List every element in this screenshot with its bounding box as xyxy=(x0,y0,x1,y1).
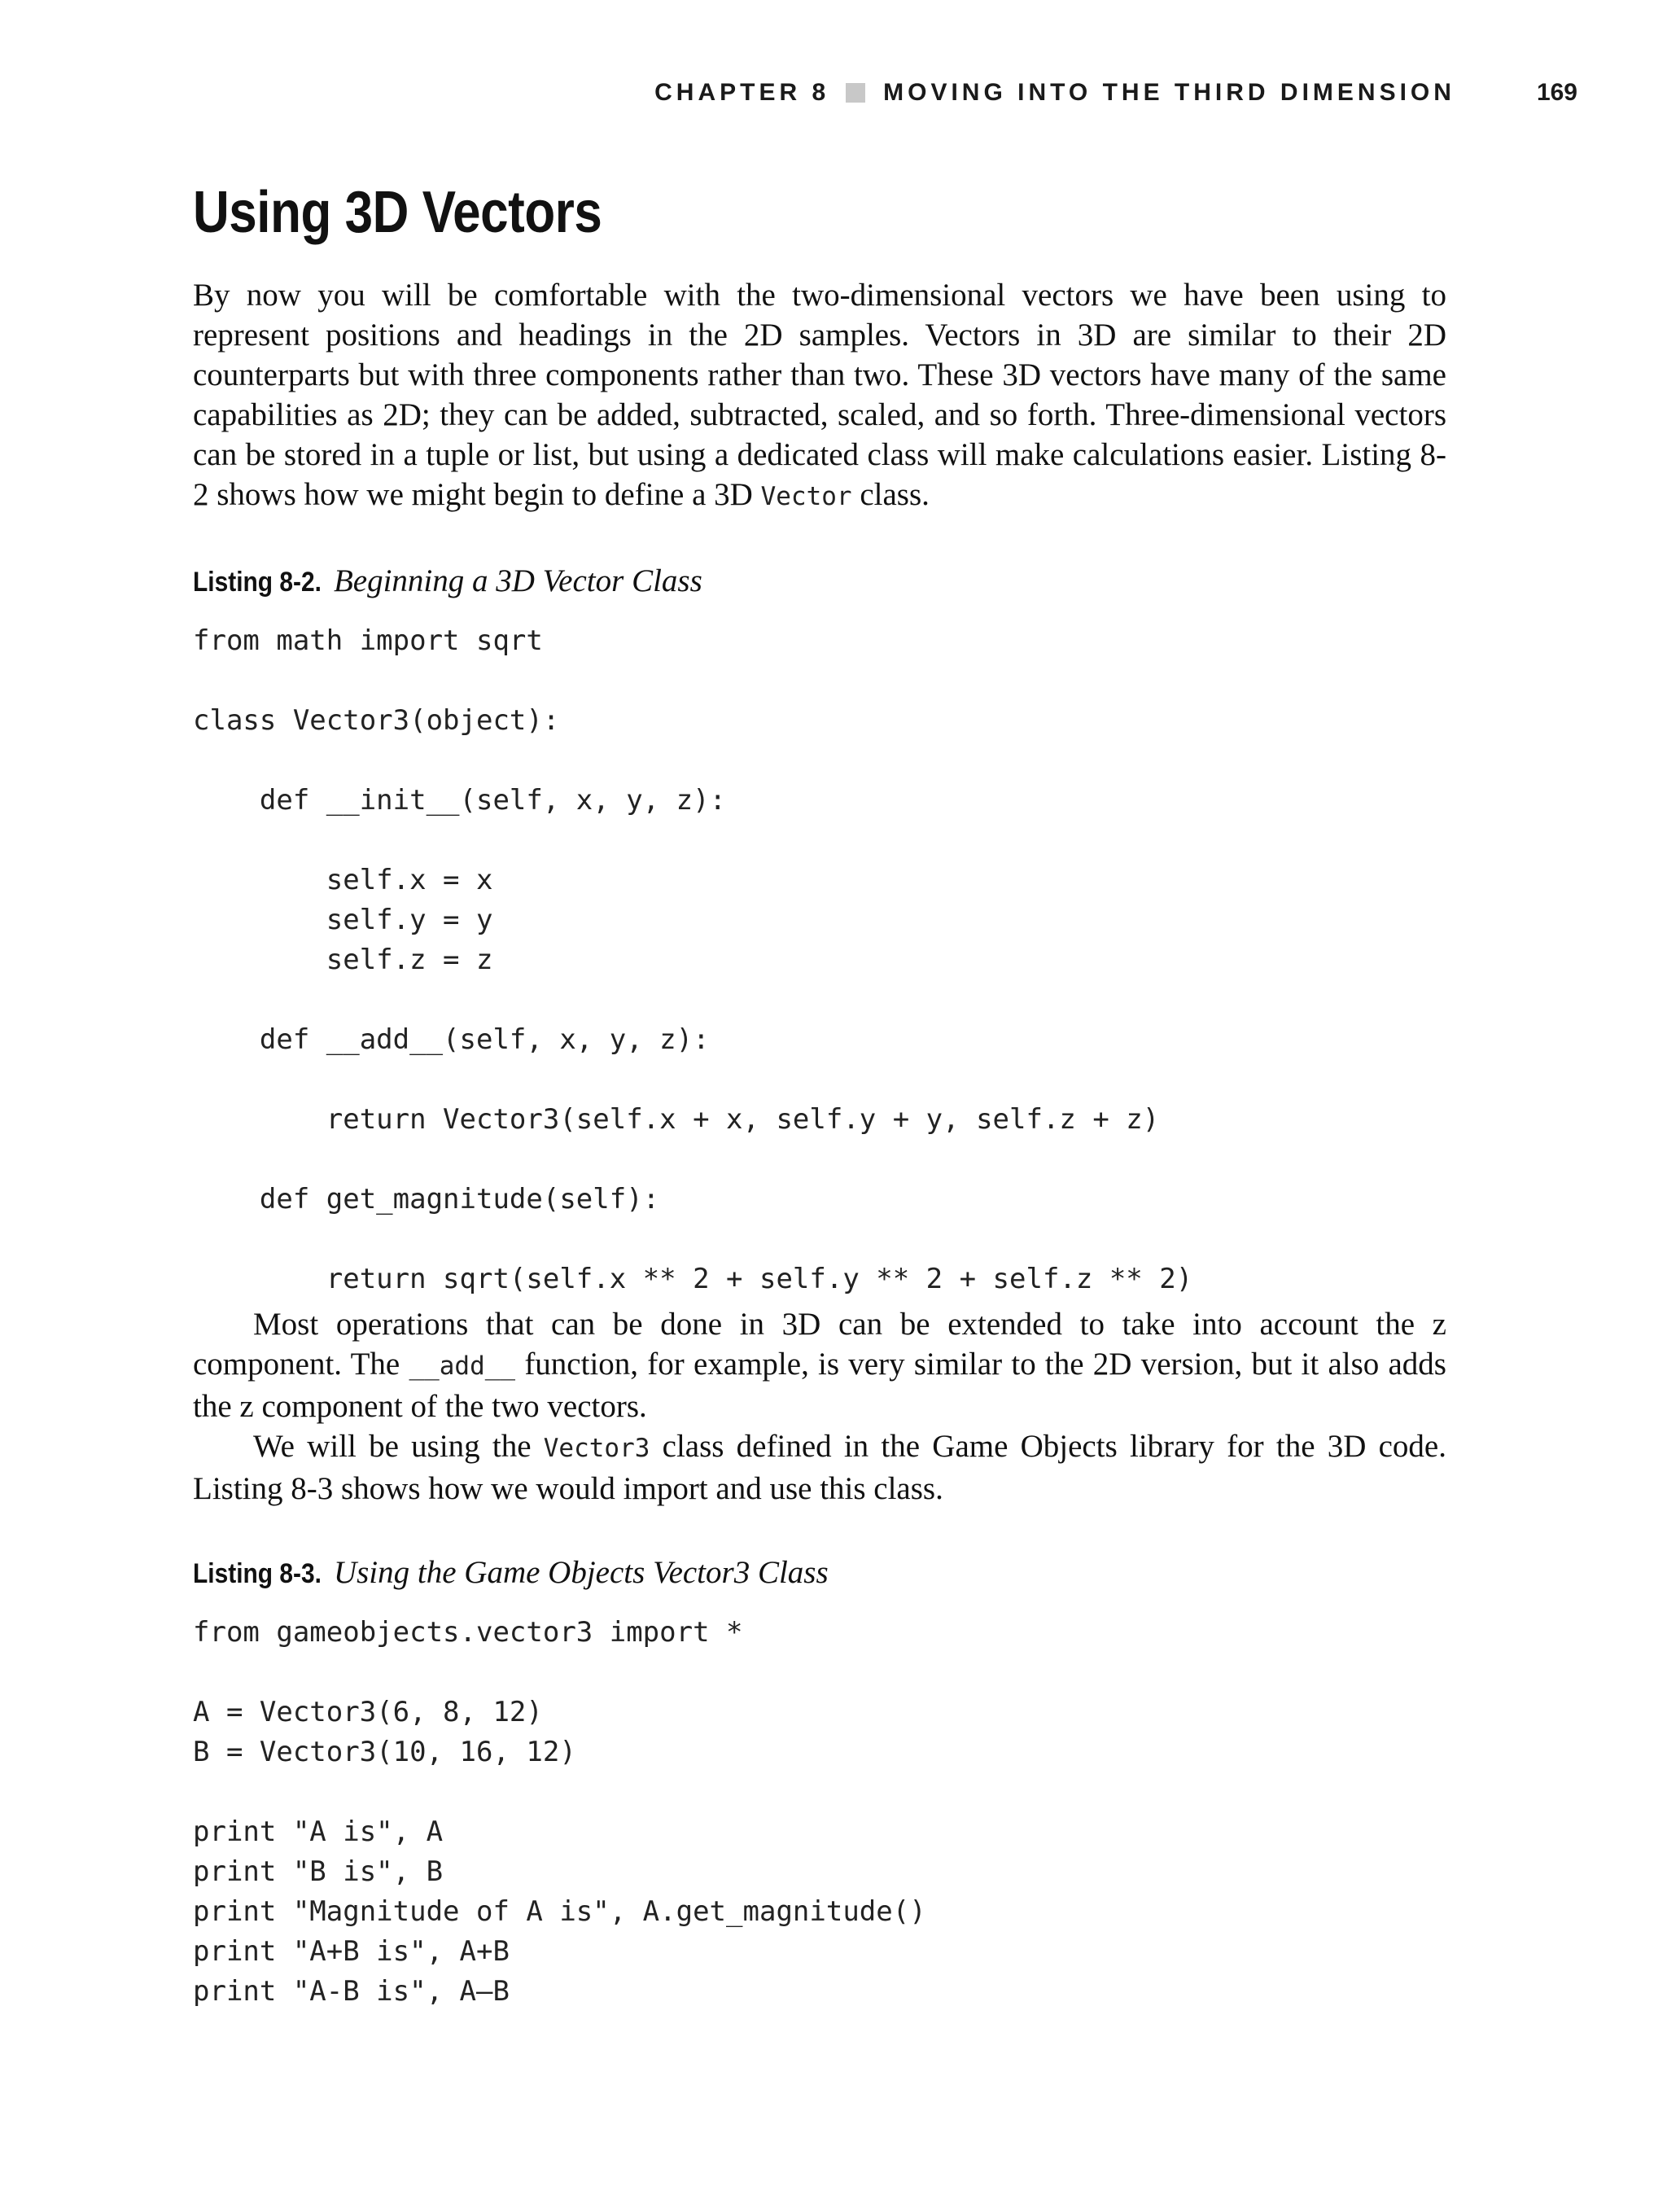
running-head xyxy=(654,77,1577,109)
chapter-label: CHAPTER 8 xyxy=(654,79,830,106)
page-number: 169 xyxy=(1536,79,1577,106)
listing-8-3-code: from gameobjects.vector3 import * A = Vector3(6, 8, 12) B = Vector3(10, 16, 12) print "A is", A print "B is", B print "Magnitude of A is", A.get_magnitude() print "A+B is", A+B print "A-B is", A–B xyxy=(193,1616,926,2008)
paragraph-3-text-end: class defined in the Game Objects library for the 3D code. Listing 8-3 shows how we would import and use this class. xyxy=(193,1429,1446,1506)
paragraph-2-text: Most operations that can be done in 3D can be extended to take into account the z component. The xyxy=(193,1307,1446,1382)
listing-8-3-caption xyxy=(193,1553,1446,1592)
paragraph-2 xyxy=(193,1304,1446,1426)
inline-code-vector: Vector xyxy=(760,482,852,511)
listing-8-2-code: from math import sqrt class Vector3(object): def __init__(self, x, y, z): self.x = x self.y = y self.z = z def __add__(self, x, y, z): return Vector3(self.x + x, self.y + y, self.z + z) def get_magnitude(self): return sqrt(self.x ** 2 + self.y ** 2 + self.z ** 2) xyxy=(193,624,1193,1295)
intro-text: By now you will be comfortable with the two-dimensional vectors we have been using to represent positions and headings in the 2D samples. Vectors in 3D are similar to their 2D counterparts but with three components rather than two. These 3D vectors have many of the same capabilities as 2D; they can be added, subtracted, scaled, and so forth. Three-dimensional vectors can be stored in a tuple or list, but using a dedicated class will make calculations easier. Listing 8-2 shows how we might begin to define a 3D xyxy=(193,278,1446,512)
listing-8-2-label: Listing 8-2. xyxy=(193,567,322,598)
listing-8-2-title: Beginning a 3D Vector Class xyxy=(333,563,702,598)
intro-text-end: class. xyxy=(851,477,930,512)
page-content xyxy=(193,174,1446,2012)
inline-code-add: __add__ xyxy=(409,1351,516,1381)
separator-square-icon xyxy=(846,83,865,103)
paragraph-3 xyxy=(193,1426,1446,1509)
section-title: Using 3D Vectors xyxy=(193,180,602,245)
intro-paragraph xyxy=(193,275,1446,517)
chapter-title: MOVING INTO THE THIRD DIMENSION xyxy=(883,79,1455,106)
inline-code-vector3: Vector3 xyxy=(543,1434,650,1463)
paragraph-2-text-end: function, for example, is very similar to the 2D version, but it also adds the z component of the two vectors. xyxy=(193,1347,1446,1424)
listing-8-3-label: Listing 8-3. xyxy=(193,1558,322,1589)
listing-8-2-caption xyxy=(193,561,1446,601)
paragraph-3-text: We will be using the xyxy=(253,1429,544,1464)
listing-8-3-title: Using the Game Objects Vector3 Class xyxy=(333,1555,829,1590)
